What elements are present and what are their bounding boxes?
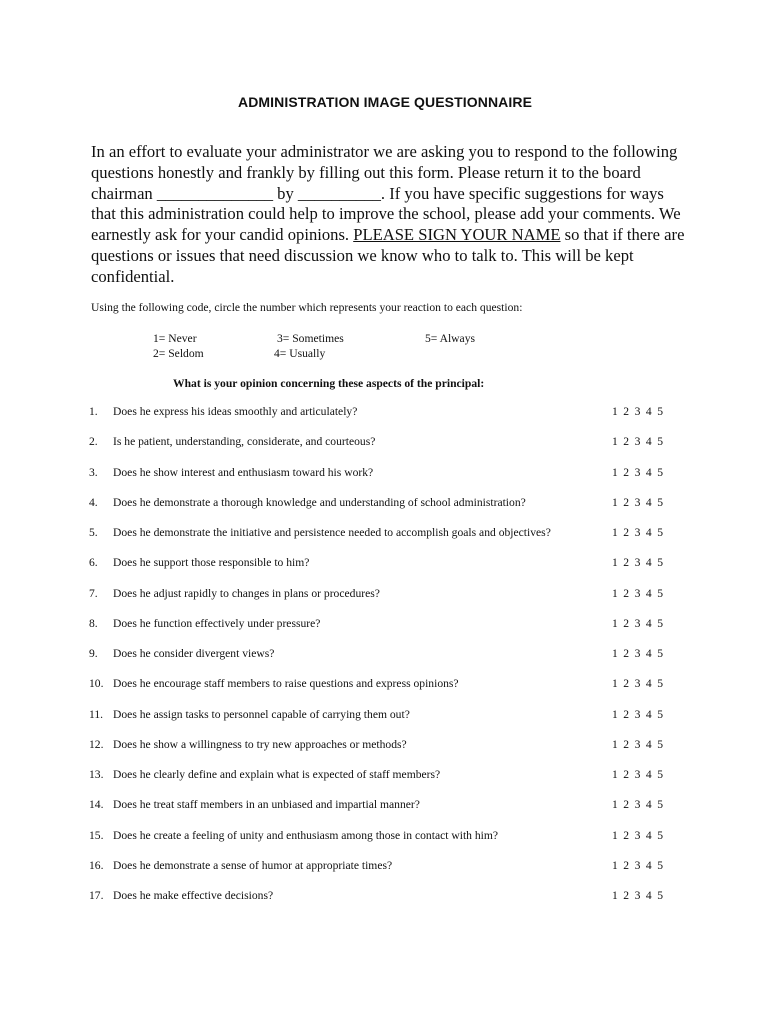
- rating-option-3[interactable]: 3: [634, 647, 641, 660]
- question-row: [0, 647, 770, 665]
- question-text: Does he show a willingness to try new approaches or methods?: [113, 737, 407, 751]
- rating-option-5[interactable]: 5: [657, 858, 663, 872]
- rating-option-1[interactable]: 1: [612, 647, 618, 660]
- question-text: Does he support those responsible to him?: [113, 556, 310, 570]
- rating-option-5[interactable]: 5: [657, 556, 663, 570]
- rating-option-1[interactable]: 1: [612, 526, 618, 539]
- code-usually: 4= Usually: [274, 347, 326, 360]
- rating-option-4[interactable]: 4: [645, 647, 652, 660]
- rating-option-1[interactable]: 1: [612, 435, 618, 449]
- rating-option-4[interactable]: 4: [645, 858, 652, 872]
- question-row: [0, 617, 770, 635]
- question-row: [0, 496, 770, 514]
- question-number: 6.: [89, 556, 98, 570]
- rating-option-3[interactable]: 3: [634, 586, 641, 600]
- instructions-text: Using the following code, circle the number which represents your reaction to each question:: [91, 301, 523, 314]
- code-never: 1= Never: [153, 332, 197, 345]
- rating-option-4[interactable]: 4: [645, 707, 652, 721]
- question-number: 17.: [89, 889, 104, 902]
- question-number: 8.: [89, 616, 98, 630]
- rating-scale: [612, 405, 668, 418]
- rating-option-2[interactable]: 2: [623, 707, 630, 721]
- question-number: 9.: [89, 647, 98, 660]
- rating-scale: [612, 889, 668, 902]
- question-text: Does he demonstrate a thorough knowledge and understanding of school administration?: [113, 495, 526, 509]
- rating-option-1[interactable]: 1: [612, 556, 618, 570]
- question-number: 4.: [89, 495, 98, 509]
- rating-option-4[interactable]: 4: [645, 616, 652, 630]
- rating-option-5[interactable]: 5: [657, 828, 663, 842]
- rating-option-5[interactable]: 5: [657, 737, 663, 751]
- question-row: [0, 556, 770, 574]
- question-text: Does he create a feeling of unity and enthusiasm among those in contact with him?: [113, 828, 499, 842]
- rating-option-2[interactable]: 2: [623, 858, 630, 872]
- rating-option-4[interactable]: 4: [645, 768, 652, 781]
- question-row: [0, 405, 770, 423]
- rating-option-2[interactable]: 2: [623, 828, 630, 842]
- question-text: Does he encourage staff members to raise questions and express opinions?: [113, 677, 459, 691]
- rating-option-2[interactable]: 2: [623, 737, 630, 751]
- rating-option-3[interactable]: 3: [634, 405, 641, 418]
- intro-underlined-text: PLEASE SIGN YOUR NAME: [353, 225, 561, 245]
- rating-option-1[interactable]: 1: [612, 889, 618, 902]
- rating-option-2[interactable]: 2: [623, 798, 630, 812]
- question-text: Does he assign tasks to personnel capable of carrying them out?: [113, 707, 410, 721]
- question-number: 10.: [89, 677, 104, 691]
- rating-option-4[interactable]: 4: [645, 798, 652, 812]
- intro-paragraph: [91, 142, 691, 288]
- question-number: 12.: [89, 737, 104, 751]
- rating-option-4[interactable]: 4: [645, 556, 652, 570]
- rating-option-3[interactable]: 3: [634, 707, 641, 721]
- question-number: 7.: [89, 586, 98, 600]
- question-row: [0, 587, 770, 605]
- rating-option-2[interactable]: 2: [623, 405, 630, 418]
- question-number: 15.: [89, 828, 104, 842]
- question-row: [0, 798, 770, 816]
- rating-option-3[interactable]: 3: [634, 889, 641, 902]
- question-text: Is he patient, understanding, considerate, and courteous?: [113, 435, 376, 449]
- question-text: Does he treat staff members in an unbiased and impartial manner?: [113, 798, 420, 812]
- rating-option-2[interactable]: 2: [623, 616, 630, 630]
- question-number: 3.: [89, 465, 98, 479]
- rating-option-4[interactable]: 4: [645, 435, 652, 449]
- rating-option-5[interactable]: 5: [657, 465, 663, 479]
- rating-scale: [612, 556, 668, 569]
- question-row: [0, 738, 770, 756]
- code-seldom: 2= Seldom: [153, 347, 204, 360]
- intro-text-part1: In an effort to evaluate your administrator we are asking you to respond to the following questions honestly and frankly by filling out this form. Please return it to the board chairman ______________ by __________. If you have specific suggestions for ways that this administration could help to improve the school, please add your comments. We earnestly ask for your candid opinions.: [91, 142, 681, 245]
- question-text: Does he demonstrate a sense of humor at appropriate times?: [113, 858, 393, 872]
- rating-option-4[interactable]: 4: [645, 465, 652, 479]
- question-text: Does he clearly define and explain what is expected of staff members?: [113, 768, 441, 781]
- rating-option-1[interactable]: 1: [612, 616, 618, 630]
- rating-option-1[interactable]: 1: [612, 798, 618, 812]
- question-row: [0, 526, 770, 544]
- rating-option-4[interactable]: 4: [645, 405, 652, 418]
- rating-scale: [612, 617, 668, 630]
- question-number: 14.: [89, 798, 104, 812]
- rating-option-4[interactable]: 4: [645, 889, 652, 902]
- question-text: Does he adjust rapidly to changes in plans or procedures?: [113, 586, 380, 600]
- question-row: [0, 859, 770, 877]
- rating-option-1[interactable]: 1: [612, 586, 618, 600]
- question-text: Does he make effective decisions?: [113, 889, 274, 902]
- question-number: 2.: [89, 435, 98, 449]
- rating-option-5[interactable]: 5: [657, 647, 663, 660]
- rating-option-1[interactable]: 1: [612, 828, 618, 842]
- rating-option-3[interactable]: 3: [634, 495, 641, 509]
- rating-scale: [612, 435, 668, 448]
- rating-option-2[interactable]: 2: [623, 889, 630, 902]
- rating-option-5[interactable]: 5: [657, 586, 663, 600]
- question-text: Does he consider divergent views?: [113, 647, 275, 660]
- question-text: Does he demonstrate the initiative and persistence needed to accomplish goals and objectives?: [113, 526, 551, 539]
- rating-option-1[interactable]: 1: [612, 495, 618, 509]
- question-number: 1.: [89, 405, 98, 418]
- rating-option-2[interactable]: 2: [623, 526, 630, 539]
- rating-option-2[interactable]: 2: [623, 677, 630, 691]
- rating-option-1[interactable]: 1: [612, 405, 618, 418]
- rating-option-5[interactable]: 5: [657, 768, 663, 781]
- rating-scale: [612, 738, 668, 751]
- rating-option-5[interactable]: 5: [657, 798, 663, 812]
- rating-option-3[interactable]: 3: [634, 858, 641, 872]
- rating-option-5[interactable]: 5: [657, 616, 663, 630]
- rating-option-4[interactable]: 4: [645, 737, 652, 751]
- rating-option-2[interactable]: 2: [623, 768, 630, 781]
- rating-option-2[interactable]: 2: [623, 435, 630, 449]
- rating-option-3[interactable]: 3: [634, 737, 641, 751]
- rating-option-3[interactable]: 3: [634, 677, 641, 691]
- rating-scale: [612, 708, 668, 721]
- rating-option-3[interactable]: 3: [634, 526, 641, 539]
- question-row: [0, 829, 770, 847]
- rating-option-1[interactable]: 1: [612, 858, 618, 872]
- page-title: ADMINISTRATION IMAGE QUESTIONNAIRE: [237, 94, 533, 110]
- rating-option-5[interactable]: 5: [657, 889, 663, 902]
- code-sometimes: 3= Sometimes: [277, 332, 344, 345]
- rating-option-4[interactable]: 4: [645, 586, 652, 600]
- rating-option-1[interactable]: 1: [612, 707, 618, 721]
- rating-scale: [612, 496, 668, 509]
- rating-option-2[interactable]: 2: [623, 495, 630, 509]
- rating-option-4[interactable]: 4: [645, 526, 652, 539]
- intro-text-part2: so that if there are questions or issues that need discussion we know who to talk to. This will be kept confidential.: [91, 225, 685, 286]
- rating-scale: [612, 587, 668, 600]
- rating-option-1[interactable]: 1: [612, 737, 618, 751]
- question-row: [0, 768, 770, 786]
- rating-option-1[interactable]: 1: [612, 677, 618, 691]
- question-row: [0, 466, 770, 484]
- question-number: 13.: [89, 768, 104, 781]
- rating-option-3[interactable]: 3: [634, 616, 641, 630]
- rating-option-1[interactable]: 1: [612, 465, 618, 479]
- rating-scale: [612, 829, 668, 842]
- rating-option-4[interactable]: 4: [645, 495, 652, 509]
- question-text: Does he express his ideas smoothly and articulately?: [113, 405, 358, 418]
- rating-option-3[interactable]: 3: [634, 556, 641, 570]
- rating-option-2[interactable]: 2: [623, 465, 630, 479]
- rating-scale: [612, 526, 668, 539]
- rating-option-3[interactable]: 3: [634, 768, 641, 781]
- question-number: 11.: [89, 707, 104, 721]
- rating-scale: [612, 859, 668, 872]
- rating-option-5[interactable]: 5: [657, 435, 663, 449]
- rating-option-3[interactable]: 3: [634, 828, 641, 842]
- rating-scale: [612, 798, 668, 811]
- question-text: Does he show interest and enthusiasm toward his work?: [113, 465, 374, 479]
- question-number: 16.: [89, 858, 104, 872]
- question-number: 5.: [89, 526, 98, 539]
- rating-option-5[interactable]: 5: [657, 707, 663, 721]
- rating-option-3[interactable]: 3: [634, 465, 641, 479]
- rating-option-4[interactable]: 4: [645, 828, 652, 842]
- rating-option-3[interactable]: 3: [634, 435, 641, 449]
- code-always: 5= Always: [425, 332, 476, 345]
- rating-option-4[interactable]: 4: [645, 677, 652, 691]
- rating-option-3[interactable]: 3: [634, 798, 641, 812]
- rating-option-2[interactable]: 2: [623, 647, 630, 660]
- rating-option-5[interactable]: 5: [657, 677, 663, 691]
- rating-scale: [612, 647, 668, 660]
- question-text: Does he function effectively under pressure?: [113, 616, 321, 630]
- question-row: [0, 435, 770, 453]
- rating-scale: [612, 466, 668, 479]
- rating-option-5[interactable]: 5: [657, 495, 663, 509]
- rating-option-1[interactable]: 1: [612, 768, 618, 781]
- rating-option-2[interactable]: 2: [623, 586, 630, 600]
- rating-option-5[interactable]: 5: [657, 526, 663, 539]
- question-row: [0, 708, 770, 726]
- rating-scale: [612, 677, 668, 690]
- rating-option-5[interactable]: 5: [657, 405, 663, 418]
- question-row: [0, 677, 770, 695]
- rating-scale: [612, 768, 668, 781]
- rating-option-2[interactable]: 2: [623, 556, 630, 570]
- question-row: [0, 889, 770, 907]
- section-heading: What is your opinion concerning these aspects of the principal:: [173, 377, 485, 390]
